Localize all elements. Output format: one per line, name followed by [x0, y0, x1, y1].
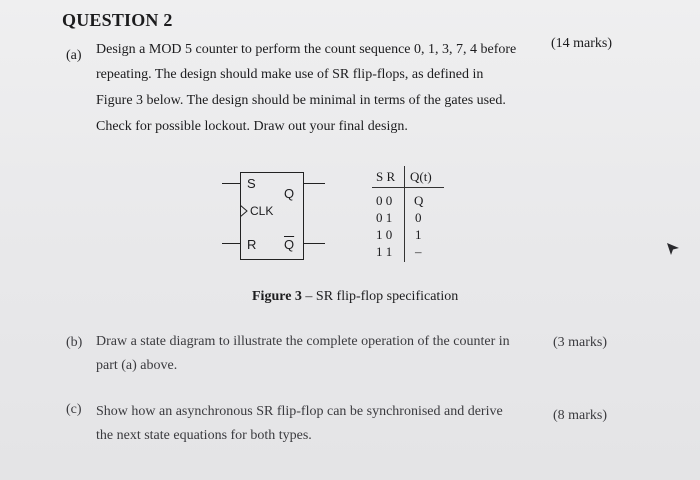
part-b-line-1: Draw a state diagram to illustrate the complete operation of the counter in: [96, 334, 510, 349]
table-row-q: 1: [415, 227, 422, 242]
table-row-sr: 1 0: [376, 227, 393, 242]
sr-truth-table: [372, 166, 444, 262]
table-vertical-rule: [404, 166, 405, 262]
figure-caption: [252, 289, 458, 305]
part-c-label: (c): [66, 402, 82, 417]
ff-q-label: Q: [284, 186, 295, 201]
table-row-q: 0: [415, 210, 422, 225]
figure-label: Figure 3: [252, 289, 302, 304]
part-a-line-2: repeating. The design should make use of SR flip-flops, as defined in: [96, 67, 484, 82]
part-a-line-4: Check for possible lockout. Draw out your final design.: [96, 119, 408, 134]
ff-r-label: R: [247, 237, 257, 252]
clock-triangle-icon: [240, 205, 248, 217]
qbar-output-wire: [303, 243, 325, 244]
table-header-q: Q(t): [410, 169, 432, 184]
table-row-sr: 1 1: [376, 244, 393, 259]
table-horizontal-rule: [372, 187, 444, 188]
part-a-line-3: Figure 3 below. The design should be minimal in terms of the gates used.: [96, 93, 506, 108]
table-row-sr: 0 0: [376, 193, 393, 208]
figure-caption-text: – SR flip-flop specification: [301, 289, 459, 304]
s-input-wire: [222, 183, 240, 184]
q-output-wire: [303, 183, 325, 184]
part-a-line-1: Design a MOD 5 counter to perform the count sequence 0, 1, 3, 7, 4 before: [96, 42, 517, 57]
part-b-marks: (3 marks): [553, 335, 608, 350]
r-input-wire: [222, 243, 240, 244]
table-row-q: Q: [414, 193, 424, 208]
part-b-label: (b): [66, 335, 83, 350]
part-b-line-2: part (a) above.: [96, 358, 178, 373]
part-a-label: (a): [66, 48, 82, 63]
table-header-sr: S R: [376, 169, 396, 184]
ff-s-label: S: [247, 176, 256, 191]
part-c-line-1: Show how an asynchronous SR flip-flop can be synchronised and derive: [96, 404, 503, 419]
part-c-line-2: the next state equations for both types.: [96, 428, 312, 443]
ff-qbar-label: $\overline{Q}$: [284, 237, 295, 252]
part-c-marks: (8 marks): [553, 408, 608, 423]
table-row-q: –: [415, 244, 422, 259]
table-row-sr: 0 1: [376, 210, 393, 225]
mouse-pointer-icon: [666, 242, 680, 256]
part-a-marks: (14 marks): [551, 36, 613, 51]
question-title: QUESTION 2: [62, 10, 173, 30]
ff-clk-label: CLK: [250, 204, 274, 218]
